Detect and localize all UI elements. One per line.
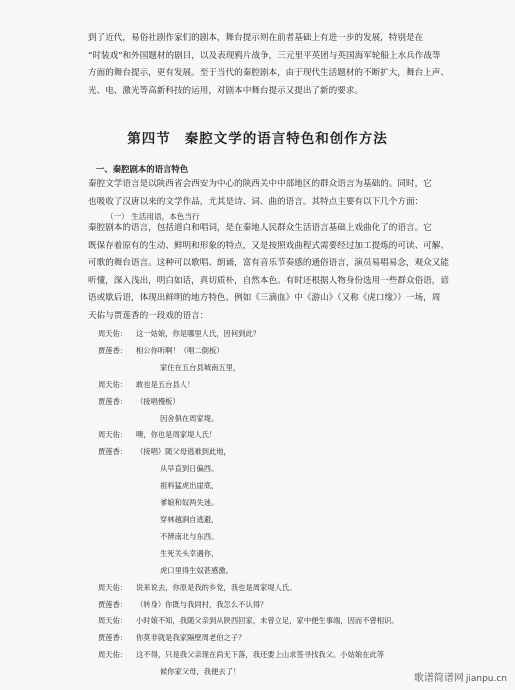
dialogue-text: 爹娘和奴两失迷。 (160, 498, 219, 508)
dialogue-line (98, 478, 508, 495)
dialogue-text: （接唱）随父母逃难到此地， (136, 447, 231, 457)
intro-line: 到了近代，易俗社剧作家们的剧本，舞台提示则在前者基础上有进一步的发展，特别是在 (88, 33, 424, 43)
dialogue-text: 候你家父母，我便去了！ (160, 667, 241, 677)
paragraph-line: 秦腔文学语言是以陕西省会西安为中心的陕西关中中部地区的群众语言为基础的。同时，它 (88, 179, 432, 189)
dialogue-text: 相公你听啊！（唱二倒板） (136, 345, 224, 355)
intro-line: “时装戏”和外国题材的剧目，以及表现鸦片战争，三元里平英团与英国海军轮船上水兵作战等 (88, 50, 441, 61)
paragraph-line: 既保存着原有的生动、鲜明和形象的特点，又是按照戏曲程式需要经过加工提炼的可读、可解、 (88, 240, 449, 251)
dialogue-line (98, 512, 508, 529)
dialogue-line (98, 326, 508, 343)
speaker-name: 周天佑： (98, 379, 128, 389)
speaker-name: 周天佑： (98, 582, 128, 592)
dialogue-line (98, 411, 508, 428)
dialogue-line (98, 394, 508, 411)
dialogue-line (98, 563, 508, 580)
paragraph-1 (88, 176, 492, 211)
paragraph-line: 秦腔剧本的语言，包括道白和唱词，是在秦地人民群众生活语言基础上戏曲化了的语言。它 (88, 223, 432, 233)
speaker-name: 贾莲香： (98, 633, 128, 643)
speaker-name: 贾莲香： (98, 447, 128, 457)
speaker-name: 周天佑： (98, 329, 128, 338)
intro-paragraph (88, 30, 492, 100)
section-number: 第四节 (127, 131, 171, 147)
dialogue-text: 敢也是五台县人！ (136, 379, 195, 389)
dialogue-text: 因舍俱在周家堤。 (160, 413, 219, 423)
dialogue-text: 生死关头幸遇你， (160, 548, 219, 558)
section-heading (0, 127, 515, 147)
speaker-name: 贾莲香： (98, 345, 128, 355)
dialogue-line (98, 495, 508, 512)
dialogue-line (98, 597, 508, 614)
speaker-name: 周天佑： (98, 650, 128, 660)
dialogue-text: 虎口里得生奴甚感激。 (160, 565, 233, 575)
paragraph-line: 语或歇后语，体现出鲜明的地方特色。例如《三滴血》中《游山》（又称《虎口缘》）一场，周 (88, 293, 441, 304)
dialogue-text: 家住在五台县城南五里， (160, 362, 241, 372)
dialogue-text: 说来说去，你原是我的乡党，我也是周家堤人氏。 (136, 582, 297, 592)
dialogue-text: 你莫非就是我家隔壁周老伯之子？ (136, 633, 246, 643)
dialogue-text: 噢，你也是周家堤人氏！ (136, 430, 217, 440)
dialogue-line (98, 529, 508, 546)
dialogue-text: 穿林越涧自逃避， (160, 514, 219, 524)
dialogue-text: 从早直到日偏西。 (160, 464, 219, 474)
speaker-name: 贾莲香： (98, 396, 128, 406)
dialogue-line (98, 377, 508, 394)
paragraph-line: 天佑与贾莲香的一段戏的语言： (88, 310, 209, 321)
dialogue-line (98, 580, 508, 597)
paragraph-2 (88, 220, 492, 326)
dialogue-text: （转身）你既与我同村，我怎么不认得？ (136, 599, 268, 609)
subsubheading: （一） 生活用语，本色当行 (106, 212, 200, 221)
dialogue-text: （接唱慢板） (136, 396, 180, 406)
dialogue-line (98, 546, 508, 563)
paragraph-line: 可歌的舞台语言。这种可以歌唱、朗诵，富有音乐节奏感的通俗语言，演员易唱易念，观众又能 (88, 258, 449, 269)
dialogue-text: 这一姑娘，你是哪里人氏，因何到此？ (136, 329, 261, 338)
watermark (414, 669, 507, 684)
dialogue-line (98, 647, 508, 664)
dialogue-text: 祖料猛虎出崖底， (160, 481, 219, 491)
speaker-name: 贾莲香： (98, 599, 128, 609)
intro-line: 方面的舞台提示，更有发展。至于当代的秦腔剧本，由于现代生活题材的不断扩大，舞台上声、 (88, 68, 449, 79)
dialogue-line (98, 343, 508, 360)
dialogue-line (98, 360, 508, 377)
subheading: 一、秦腔剧本的语言特色 (96, 164, 189, 174)
intro-line: 光、电、激光等高新科技的运用，对剧本中舞台提示又提出了新的要求。 (88, 85, 364, 96)
dialogue-line (98, 444, 508, 461)
dialogue-text: 这不得，只是我父亲现在尚无下落，我还要上山求签寻找我父。小姑娘在此等 (136, 650, 385, 660)
paragraph-line: 听懂，深入浅出，明白如话，真切质朴，自然本色。有时还根据人物身份选用一些群众俗语，谚 (88, 275, 449, 286)
dialogue-line (98, 630, 508, 647)
watermark-text: 歌谱简谱网 (413, 673, 464, 684)
dialogue-line (98, 461, 508, 478)
dialogue-text: 不辨南北与东西。 (160, 531, 219, 541)
dialogue-text: 小时娘不知，我随父亲到从陕西回家，未曾立足，家中便生事端，因而不曾相识。 (136, 616, 399, 626)
dialogue-line (98, 613, 508, 630)
dialogue-block (98, 326, 508, 681)
dialogue-line (98, 427, 508, 444)
speaker-name: 周天佑： (98, 616, 128, 626)
speaker-name: 周天佑： (98, 430, 128, 440)
watermark-url: jianpu.cn (465, 674, 507, 684)
paragraph-line: 也吸收了汉唐以来的文学作品，尤其是诗、词、曲的语言。其特点主要有以下几个方面： (88, 196, 424, 207)
section-title: 秦腔文学的语言特色和创作方法 (184, 131, 388, 147)
